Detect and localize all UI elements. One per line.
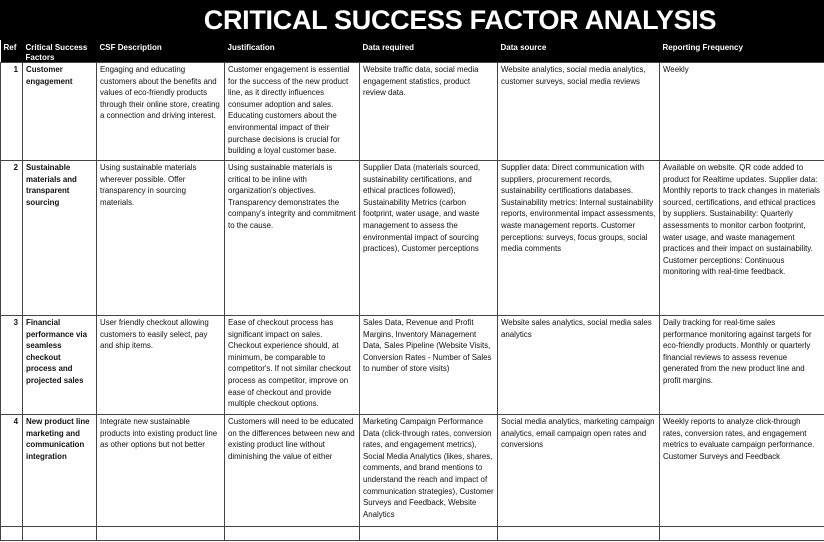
data-required-cell[interactable]: Marketing Campaign Performance Data (click-through rates, conversion rates, and engagement metrics), Social Media Analytics (likes, shares, comments, and brand mentions to understand the reach and impact of communication strategies), Customer Surveys and Feedback, Website Analytics [360,415,498,527]
data-required-cell[interactable]: Supplier Data (materials sourced, sustainability certifications, and ethical practices followed), Sustainability Metrics (carbon footprint, water usage, and waste management to assess the environmental impact of sourcing practices), Customer perceptions [360,161,498,316]
description-cell[interactable]: Engaging and educating customers about the benefits and values of eco-friendly products through their online store, creating a connection and driving interest. [97,63,225,161]
header-description: CSF Description [97,40,225,63]
empty-cell[interactable] [1,527,23,541]
ref-cell[interactable]: 4 [1,415,23,527]
empty-cell[interactable] [225,527,360,541]
header-frequency: Reporting Frequency [660,40,824,63]
justification-cell[interactable]: Using sustainable materials is critical to be inline with organization's objectives. Transparency demonstrates the company's integrity and commitment to the cause. [225,161,360,316]
empty-cell[interactable] [660,527,824,541]
data-source-cell[interactable]: Supplier data: Direct communication with suppliers, procurement records, sustainability certifications databases. Sustainability metrics: Internal sustainability reports, environmental impact assessments, waste management reports. Customer perceptions: surveys, focus groups, social media comments [498,161,660,316]
header-justification: Justification [225,40,360,63]
ref-cell[interactable]: 3 [1,316,23,415]
data-required-cell[interactable]: Website traffic data, social media engagement statistics, product review data. [360,63,498,161]
empty-row [1,527,824,541]
frequency-cell[interactable]: Available on website. QR code added to product for Realtime updates. Supplier data: Monthly reports to track changes in materials sourced, certifications, and ethical practices by suppliers. Sustainability: Quarterly assessments to monitor carbon footprint, water usage, and waste management practices and their impact on sustainability. Customer perceptions: Continuous monitoring with real-time feedback. [660,161,824,316]
factor-cell[interactable]: Customer engagement [23,63,97,161]
header-factors: Critical Success Factors [23,40,97,63]
factor-cell[interactable]: Financial performance via seamless checkout process and projected sales [23,316,97,415]
data-source-cell[interactable]: Website analytics, social media analytics, customer surveys, social media reviews [498,63,660,161]
csf-table [0,40,824,541]
header-row [1,40,824,63]
empty-cell[interactable] [23,527,97,541]
data-source-cell[interactable]: Social media analytics, marketing campaign analytics, email campaign open rates and conversions [498,415,660,527]
factor-cell[interactable]: Sustainable materials and transparent sourcing [23,161,97,316]
ref-cell[interactable]: 2 [1,161,23,316]
factor-cell[interactable]: New product line marketing and communication integration [23,415,97,527]
table-row [1,63,824,161]
title-bar [0,0,824,40]
header-ref: Ref [1,40,23,63]
data-required-cell[interactable]: Sales Data, Revenue and Profit Margins, Inventory Management Data, Sales Pipeline (Website Visits, Conversion Rates - Number of Sales to number of store visits) [360,316,498,415]
empty-cell[interactable] [498,527,660,541]
justification-cell[interactable]: Ease of checkout process has significant impact on sales. Checkout experience should, at minimum, be comparable to competitor's. If not similar checkout process as competitor, improve on ease of checkout and provide multiple checkout options. [225,316,360,415]
frequency-cell[interactable]: Weekly [660,63,824,161]
table-row [1,316,824,415]
empty-cell[interactable] [360,527,498,541]
table-row [1,161,824,316]
header-data-required: Data required [360,40,498,63]
description-cell[interactable]: Using sustainable materials wherever possible. Offer transparency in sourcing materials. [97,161,225,316]
ref-cell[interactable]: 1 [1,63,23,161]
table-row [1,415,824,527]
frequency-cell[interactable]: Weekly reports to analyze click-through rates, conversion rates, and engagement metrics to evaluate campaign performance. Customer Surveys and Feedback [660,415,824,527]
page-title: CRITICAL SUCCESS FACTOR ANALYSIS [203,5,717,35]
description-cell[interactable]: User friendly checkout allowing customers to easily select, pay and ship items. [97,316,225,415]
justification-cell[interactable]: Customer engagement is essential for the success of the new product line, as it directly influences consumer adoption and sales. Educating customers about the environmental impact of their purchase decisions is crucial for building a loyal customer base. [225,63,360,161]
empty-cell[interactable] [97,527,225,541]
description-cell[interactable]: Integrate new sustainable products into existing product line as other options but not better [97,415,225,527]
justification-cell[interactable]: Customers will need to be educated on the differences between new and existing product line without diminishing the value of either [225,415,360,527]
data-source-cell[interactable]: Website sales analytics, social media sales analytics [498,316,660,415]
header-data-source: Data source [498,40,660,63]
frequency-cell[interactable]: Daily tracking for real-time sales performance monitoring against targets for eco-friendly products. Monthly or quarterly financial reviews to assess revenue generated from the new product line and profit margins. [660,316,824,415]
